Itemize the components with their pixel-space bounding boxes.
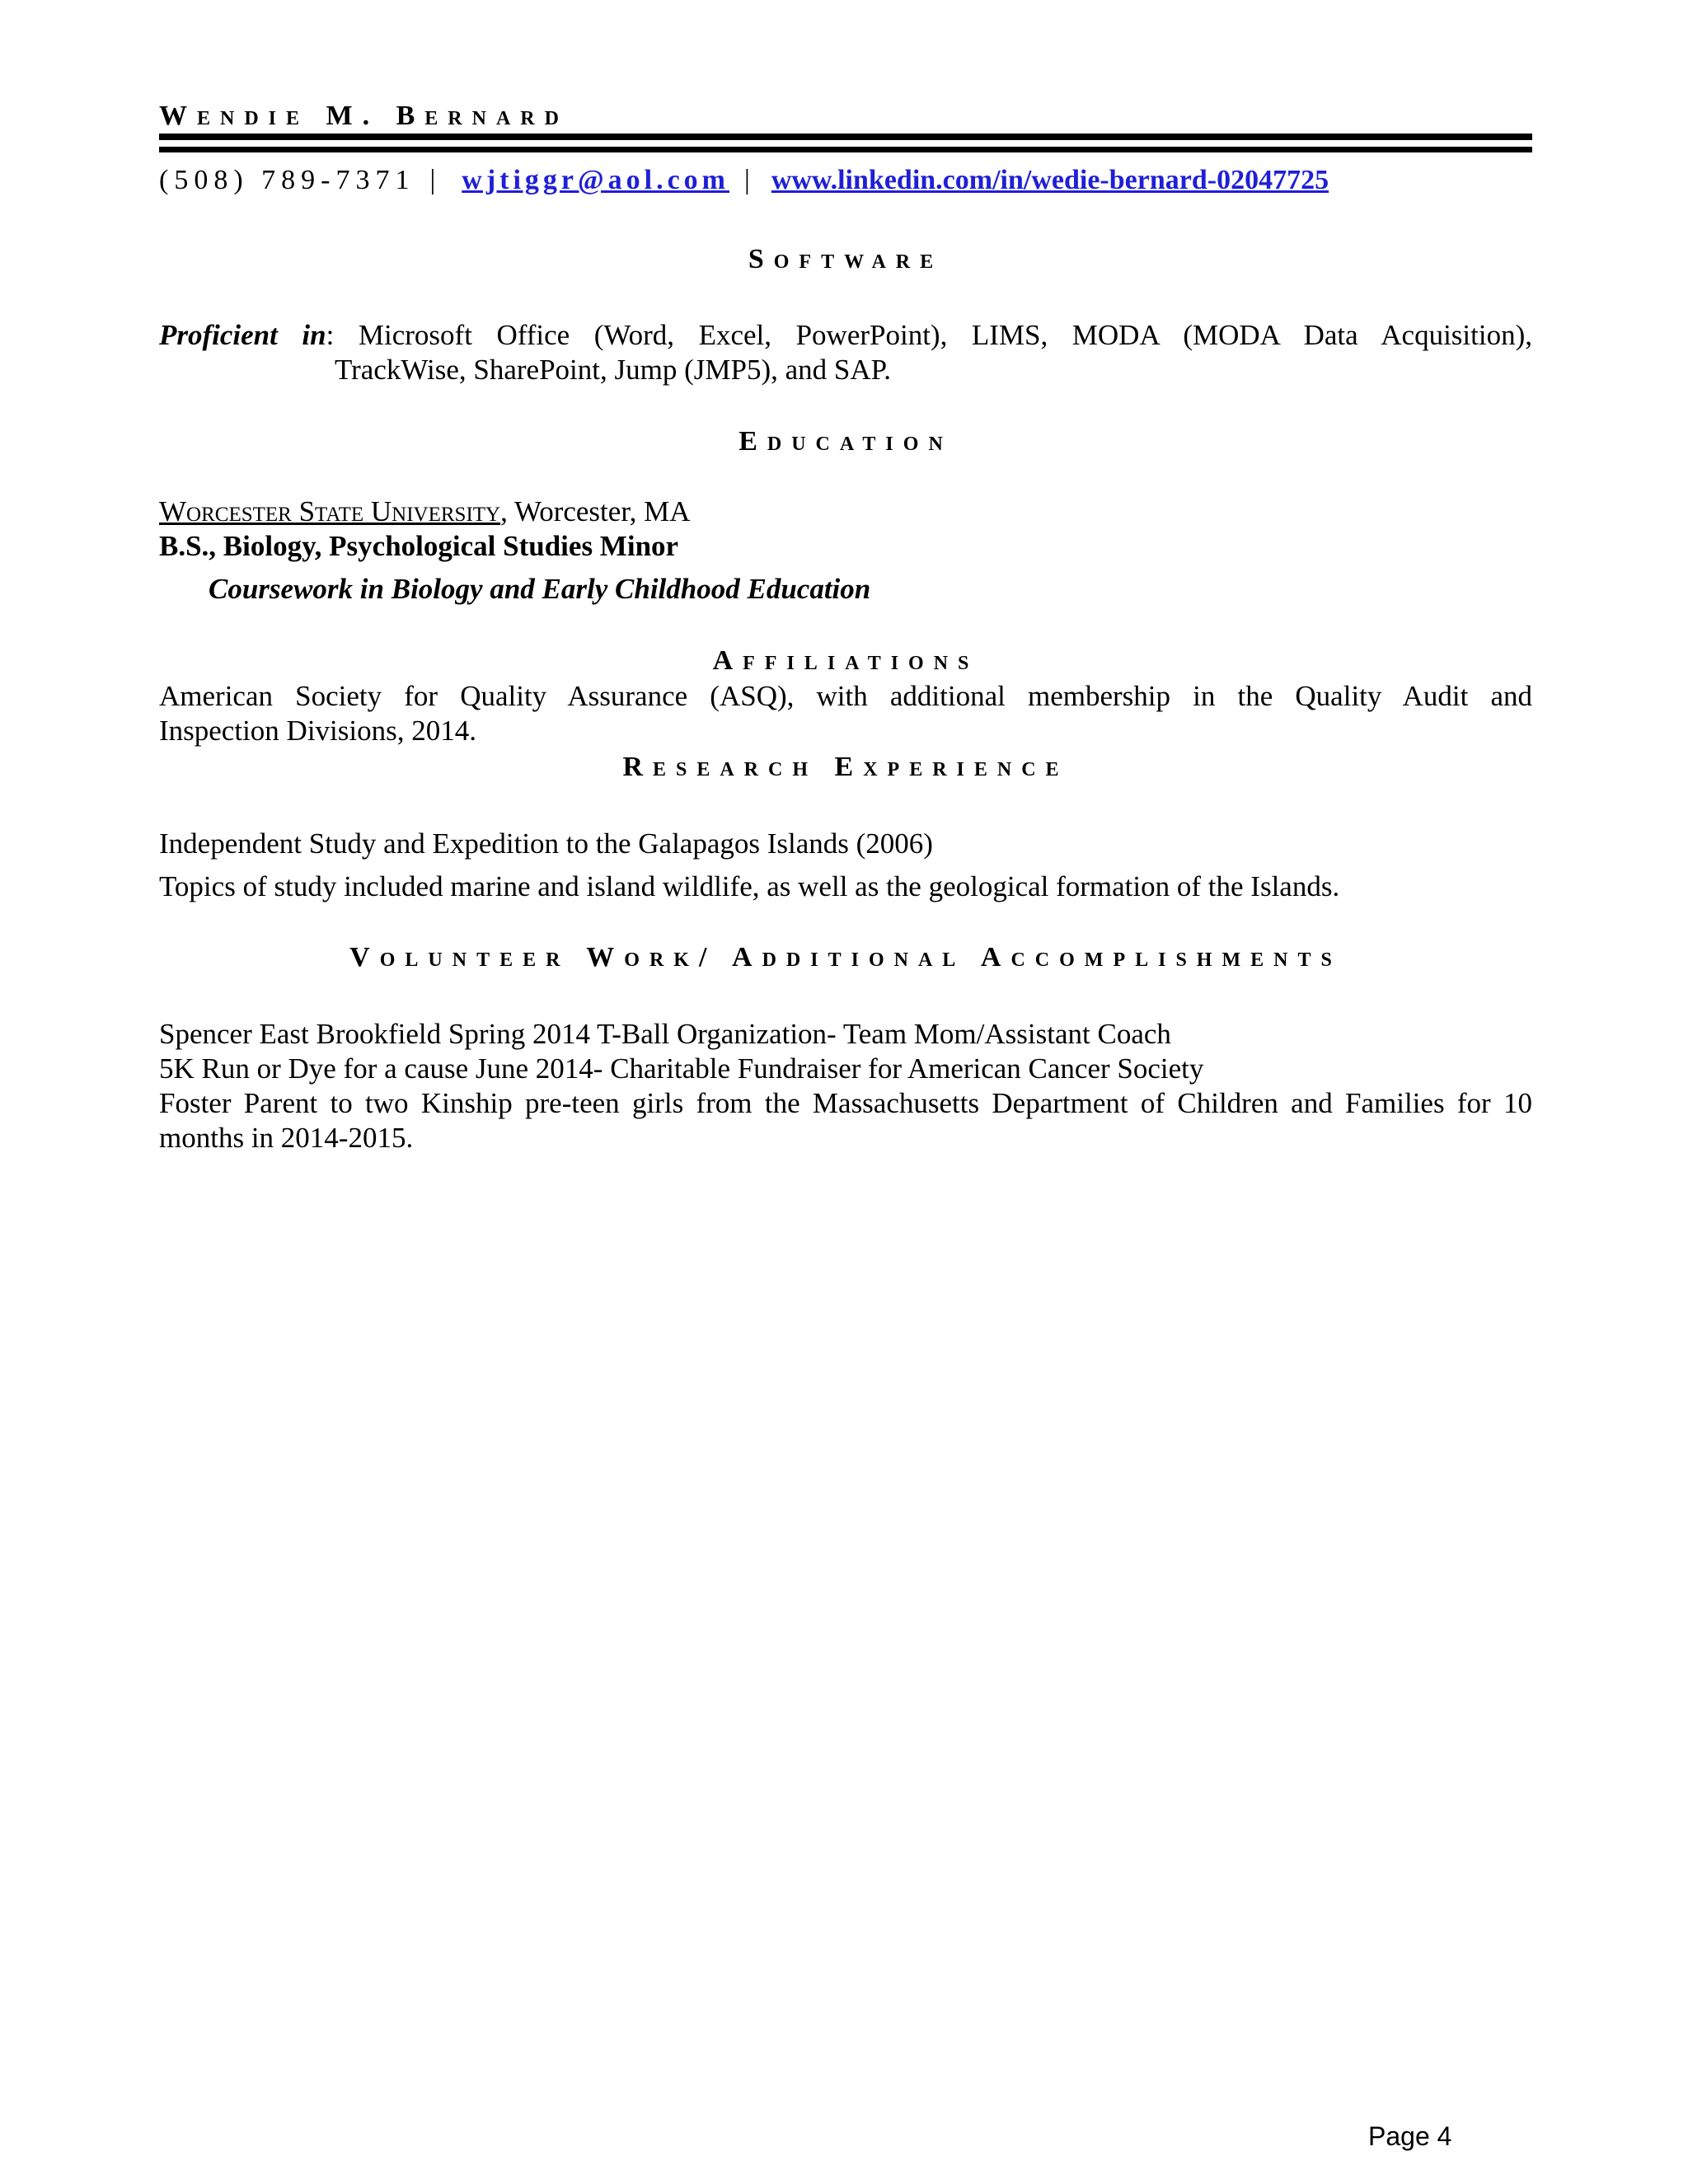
linkedin-link[interactable]: www.linkedin.com/in/wedie-bernard-02047725 — [771, 165, 1329, 195]
university-location: , Worcester, MA — [500, 495, 691, 527]
software-line-1: Proficient in: Microsoft Office (Word, Excel, PowerPoint), LIMS, MODA (MODA Data Acquisition), — [159, 319, 1532, 351]
section-title-volunteer: Volunteer Work/ Additional Accomplishments — [349, 942, 1342, 972]
volunteer-line-1: Spencer East Brookfield Spring 2014 T-Ball Organization- Team Mom/Assistant Coach — [159, 1018, 1171, 1050]
education-coursework: Coursework in Biology and Early Childhood Education — [209, 573, 871, 605]
volunteer-text — [159, 1017, 1532, 1155]
affiliations-line-2: Inspection Divisions, 2014. — [159, 715, 476, 747]
software-list-2: TrackWise, SharePoint, Jump (JMP5), and SAP. — [335, 354, 891, 386]
education-degree: B.S., Biology, Psychological Studies Minor — [159, 530, 679, 562]
volunteer-line-3: Foster Parent to two Kinship pre-teen girls from the Massachusetts Department of Children and Families for 10 — [159, 1087, 1532, 1119]
contact-line — [159, 165, 1329, 196]
section-title-research: Research Experience — [622, 752, 1069, 782]
header-rule-thin — [159, 147, 1532, 152]
research-line-1: Independent Study and Expedition to the Galapagos Islands (2006) — [159, 827, 933, 860]
section-title-affiliations: Affiliations — [712, 645, 979, 676]
candidate-name: Wendie M. Bernard — [159, 101, 569, 131]
email-link[interactable]: wjtiggr@aol.com — [462, 165, 730, 195]
volunteer-line-2: 5K Run or Dye for a cause June 2014- Charitable Fundraiser for American Cancer Society — [159, 1052, 1204, 1085]
software-list-1: Microsoft Office (Word, Excel, PowerPoint), LIMS, MODA (MODA Data Acquisition), — [334, 319, 1532, 351]
affiliations-text — [159, 679, 1532, 748]
section-title-software: Software — [748, 244, 944, 274]
volunteer-line-4: months in 2014-2015. — [159, 1122, 414, 1154]
contact-separator: | — [744, 165, 750, 195]
research-line-2: Topics of study included marine and island wildlife, as well as the geological formation of the Islands. — [159, 870, 1340, 902]
header-rule-thick — [159, 134, 1532, 140]
affiliations-line-1: American Society for Quality Assurance (ASQ), with additional membership in the Quality Audit and — [159, 680, 1532, 712]
phone-number: (508) 789-7371 — [159, 165, 415, 195]
proficient-label: Proficient in — [159, 319, 326, 351]
page-number: Page 4 — [1368, 2121, 1452, 2151]
software-proficiency — [159, 318, 1532, 387]
section-title-education: Education — [738, 426, 953, 457]
contact-separator: | — [429, 165, 436, 195]
education-school — [159, 494, 690, 529]
university-name: Worcester State University — [159, 495, 501, 527]
